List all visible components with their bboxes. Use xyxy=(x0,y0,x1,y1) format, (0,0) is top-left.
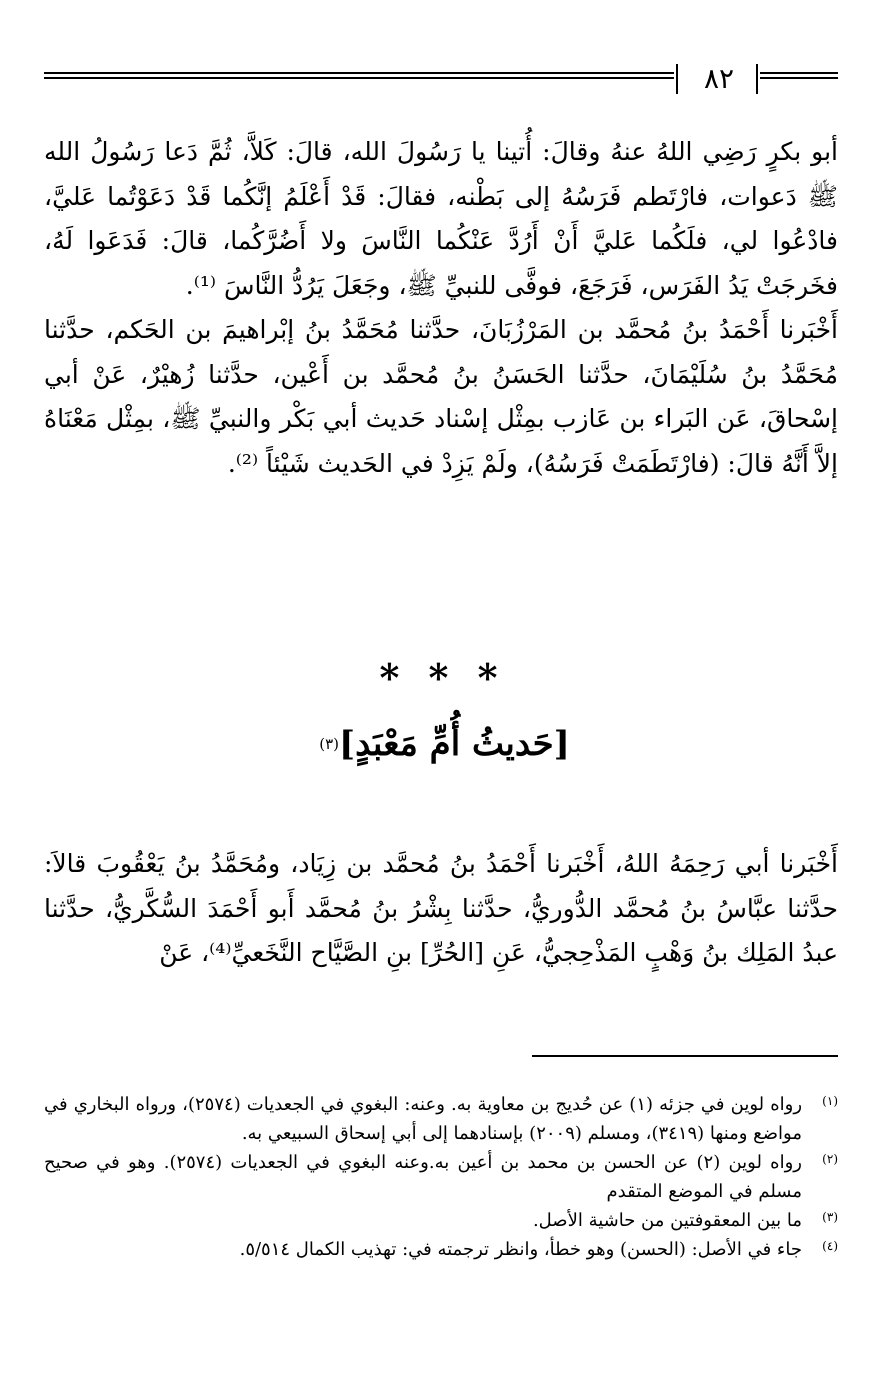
paragraph-abu-bakr-narration: أبو بكرٍ رَضِي اللهُ عنهُ وقالَ: أُتينا يا رَسُولَ الله، قالَ: كَلاَّ، ثُمَّ دَعا رَسُولُ الله ﷺ دَعوات، فارْتَطم فَرَسُهُ إلى بَطْنه، فقالَ: قَدْ أَعْلَمُ إنَّكُما قَدْ دَعَوْتُما عَليَّ، فادْعُوا لي، فلَكُما عَليَّ أَنْ أَرُدَّ عَنْكُما النَّاسَ ولا أَضُرَّكُما، قالَ: فَدَعَوا لَهُ، فخَرجَتْ يَدُ الفَرَس، فَرَجَعَ، فوفَّى للنبيِّ ﷺ، وجَعَلَ يَرُدُّ النَّاسَ ⁽¹⁾. xyxy=(44,137,838,300)
footnote-text: رواه لوين (٢) عن الحسن بن محمد بن أعين به.وعنه البغوي في الجعديات (٢٥٧٤). وهو في صحيح مسلم في الموضع المتقدم xyxy=(44,1152,802,1202)
footnote-text: جاء في الأصل: (الحسن) وهو خطأ، وانظر ترجمته في: تهذيب الكمال ٥/٥١٤. xyxy=(239,1239,802,1260)
footnote-separator xyxy=(532,1055,838,1057)
footnotes xyxy=(44,1090,838,1264)
footnote-text: رواه لوين في جزئه (١) عن حُديج بن معاوية به. وعنه: البغوي في الجعديات (٢٥٧٤)، ورواه البخاري في مواضع ومنها (٣٤١٩)، ومسلم (٢٠٠٩) بإسنادهما إلى أبي إسحاق السبيعي به. xyxy=(44,1094,803,1144)
paragraph-bara-narration: أَخْبَرنا أَحْمَدُ بنُ مُحمَّد بن المَرْزُبَانَ، حدَّثنا مُحَمَّدُ بنُ إبْراهيمَ بن الحَكم، حدَّثنا مُحَمَّدُ بنُ سُلَيْمَانَ، حدَّثنا الحَسَنُ بنُ مُحمَّد بن أَعْين، حدَّثنا زُهيْرٌ، عَنْ أبي إسْحاقَ، عَن البَراء بن عَازب بمِثْل إسْناد حَديث أبي بَكْر والنبيِّ ﷺ، بمِثْل مَعْنَاهُ إلاَّ أَنَّهُ قالَ: (فارْتَطَمَتْ فَرَسُهُ)، ولَمْ يَزِدْ في الحَديث شَيْئاً ⁽²⁾. xyxy=(44,315,838,478)
footnote-text: ما بين المعقوفتين من حاشية الأصل. xyxy=(532,1210,802,1231)
page-number: ٨٢ xyxy=(703,62,735,95)
paragraph-umm-mabad-isnad: أَخْبَرنا أبي رَحِمَهُ اللهُ، أَخْبَرنا أَحْمَدُ بنُ مُحمَّد بن زِيَاد، ومُحَمَّدُ بنُ يَعْقُوبَ قالاَ: حدَّثنا عبَّاسُ بنُ مُحمَّد الدُّوريُّ، حدَّثنا بِشْرُ بنُ مُحمَّد أَبو أَحْمَدَ السُّكَّريُّ، حدَّثنا عبدُ المَلِك بنُ وَهْبٍ المَذْحِجيُّ، عَنِ [الحُرِّ] بنِ الصَّيَّاح النَّخَعيِّ⁽⁴⁾، عَنْ xyxy=(44,849,838,967)
chapter-title xyxy=(0,712,885,776)
header-divider-right xyxy=(756,64,758,94)
footnote xyxy=(44,1090,838,1148)
footnote xyxy=(44,1235,838,1264)
footnote-number: (٤) xyxy=(822,1239,838,1253)
footnote xyxy=(44,1148,838,1206)
footnote xyxy=(44,1206,838,1235)
header-double-rule-right xyxy=(760,72,838,74)
page-header xyxy=(44,64,838,98)
footnote-number: (٢) xyxy=(822,1152,838,1166)
section-1 xyxy=(44,130,838,486)
footnote-number: (٣) xyxy=(822,1210,838,1224)
header-double-rule-left xyxy=(44,72,674,74)
header-divider-left xyxy=(676,64,678,94)
footnote-number: (١) xyxy=(822,1094,838,1108)
section-2 xyxy=(44,842,838,976)
chapter-title-footnote-ref: (٣) xyxy=(319,735,339,753)
section-separator-stars: * * * xyxy=(379,655,506,700)
chapter-title-text: [حَديثُ أُمِّ مَعْبَدٍ] xyxy=(339,724,570,764)
